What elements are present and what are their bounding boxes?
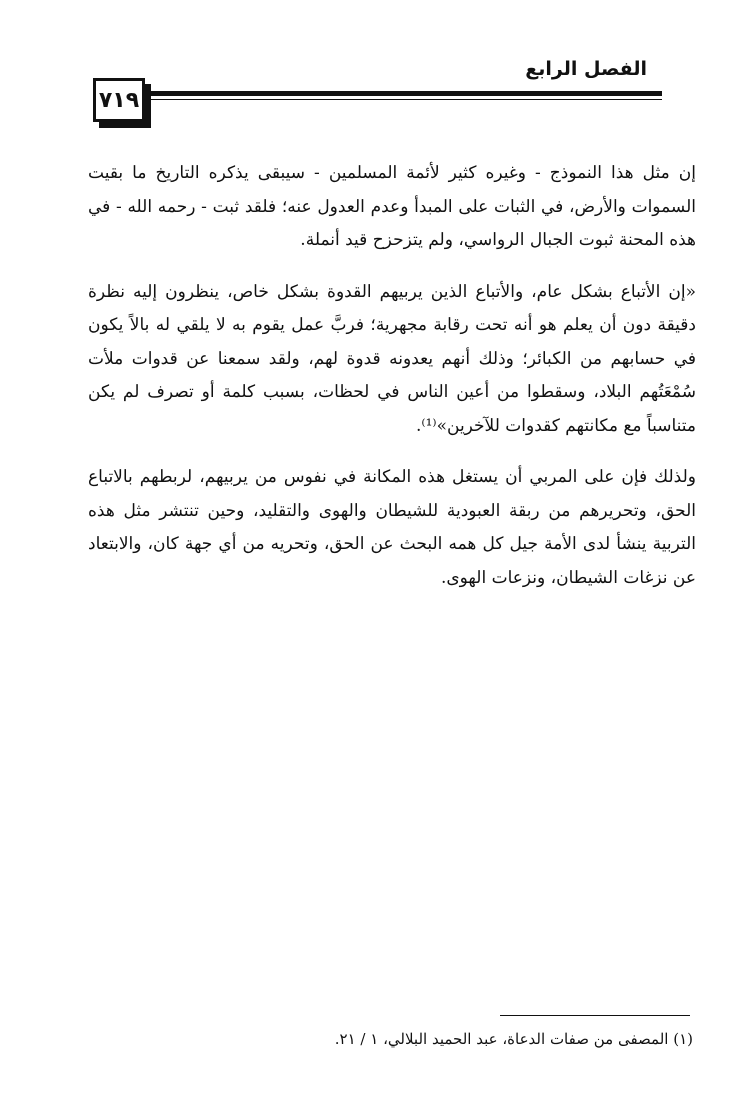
header-rule-thin bbox=[146, 99, 662, 100]
footnote: (١) المصفى من صفات الدعاة، عبد الحميد البلالي، ١ / ٢١. bbox=[334, 1030, 693, 1048]
footnote-rule bbox=[500, 1015, 690, 1016]
paragraph: إن مثل هذا النموذج - وغيره كثير لأئمة المسلمين - سيبقى يذكره التاريخ ما بقيت السموات والأرض، في الثبات على المبدأ وعدم العدول عنه؛ فلقد ثبت - رحمه الله - في هذه المحنة ثبوت الجبال الرواسي، ولم يتزحزح قيد أنملة. bbox=[88, 163, 696, 250]
page-number: ٧١٩ bbox=[93, 78, 145, 122]
quote-paragraph: «إن الأتباع بشكل عام، والأتباع الذين يربيهم القدوة بشكل خاص، ينظرون إليه نظرة دقيقة دون أن يعلم هو أنه تحت رقابة مجهرية؛ فربَّ عمل يقوم به لا يلقي له بالاً يكون في حسابهم من الكبائر؛ وذلك أنهم يعدونه قدوة لهم، ولقد سمعنا عن قدوات ملأت سُمْعَتُهم البلاد، وسقطوا من أعين الناس في لحظات، بسبب كلمة أو تصرف لم يكن متناسباً مع مكانتهم كقدوات للآخرين»⁽¹⁾. bbox=[88, 281, 696, 436]
chapter-title: الفصل الرابع bbox=[525, 58, 647, 80]
header-rule bbox=[146, 91, 662, 96]
body-text bbox=[88, 157, 696, 613]
paragraph: ولذلك فإن على المربي أن يستغل هذه المكانة في نفوس من يربيهم، لربطهم بالاتباع الحق، وتحريرهم من ربقة العبودية للشيطان والهوى والتقليد، وحين تنتشر مثل هذه التربية ينشأ لدى الأمة جيل كل همه البحث عن الحق، وتحريه من أي جهة كان، والابتعاد عن نزغات الشيطان، ونزعات الهوى. bbox=[88, 467, 696, 588]
